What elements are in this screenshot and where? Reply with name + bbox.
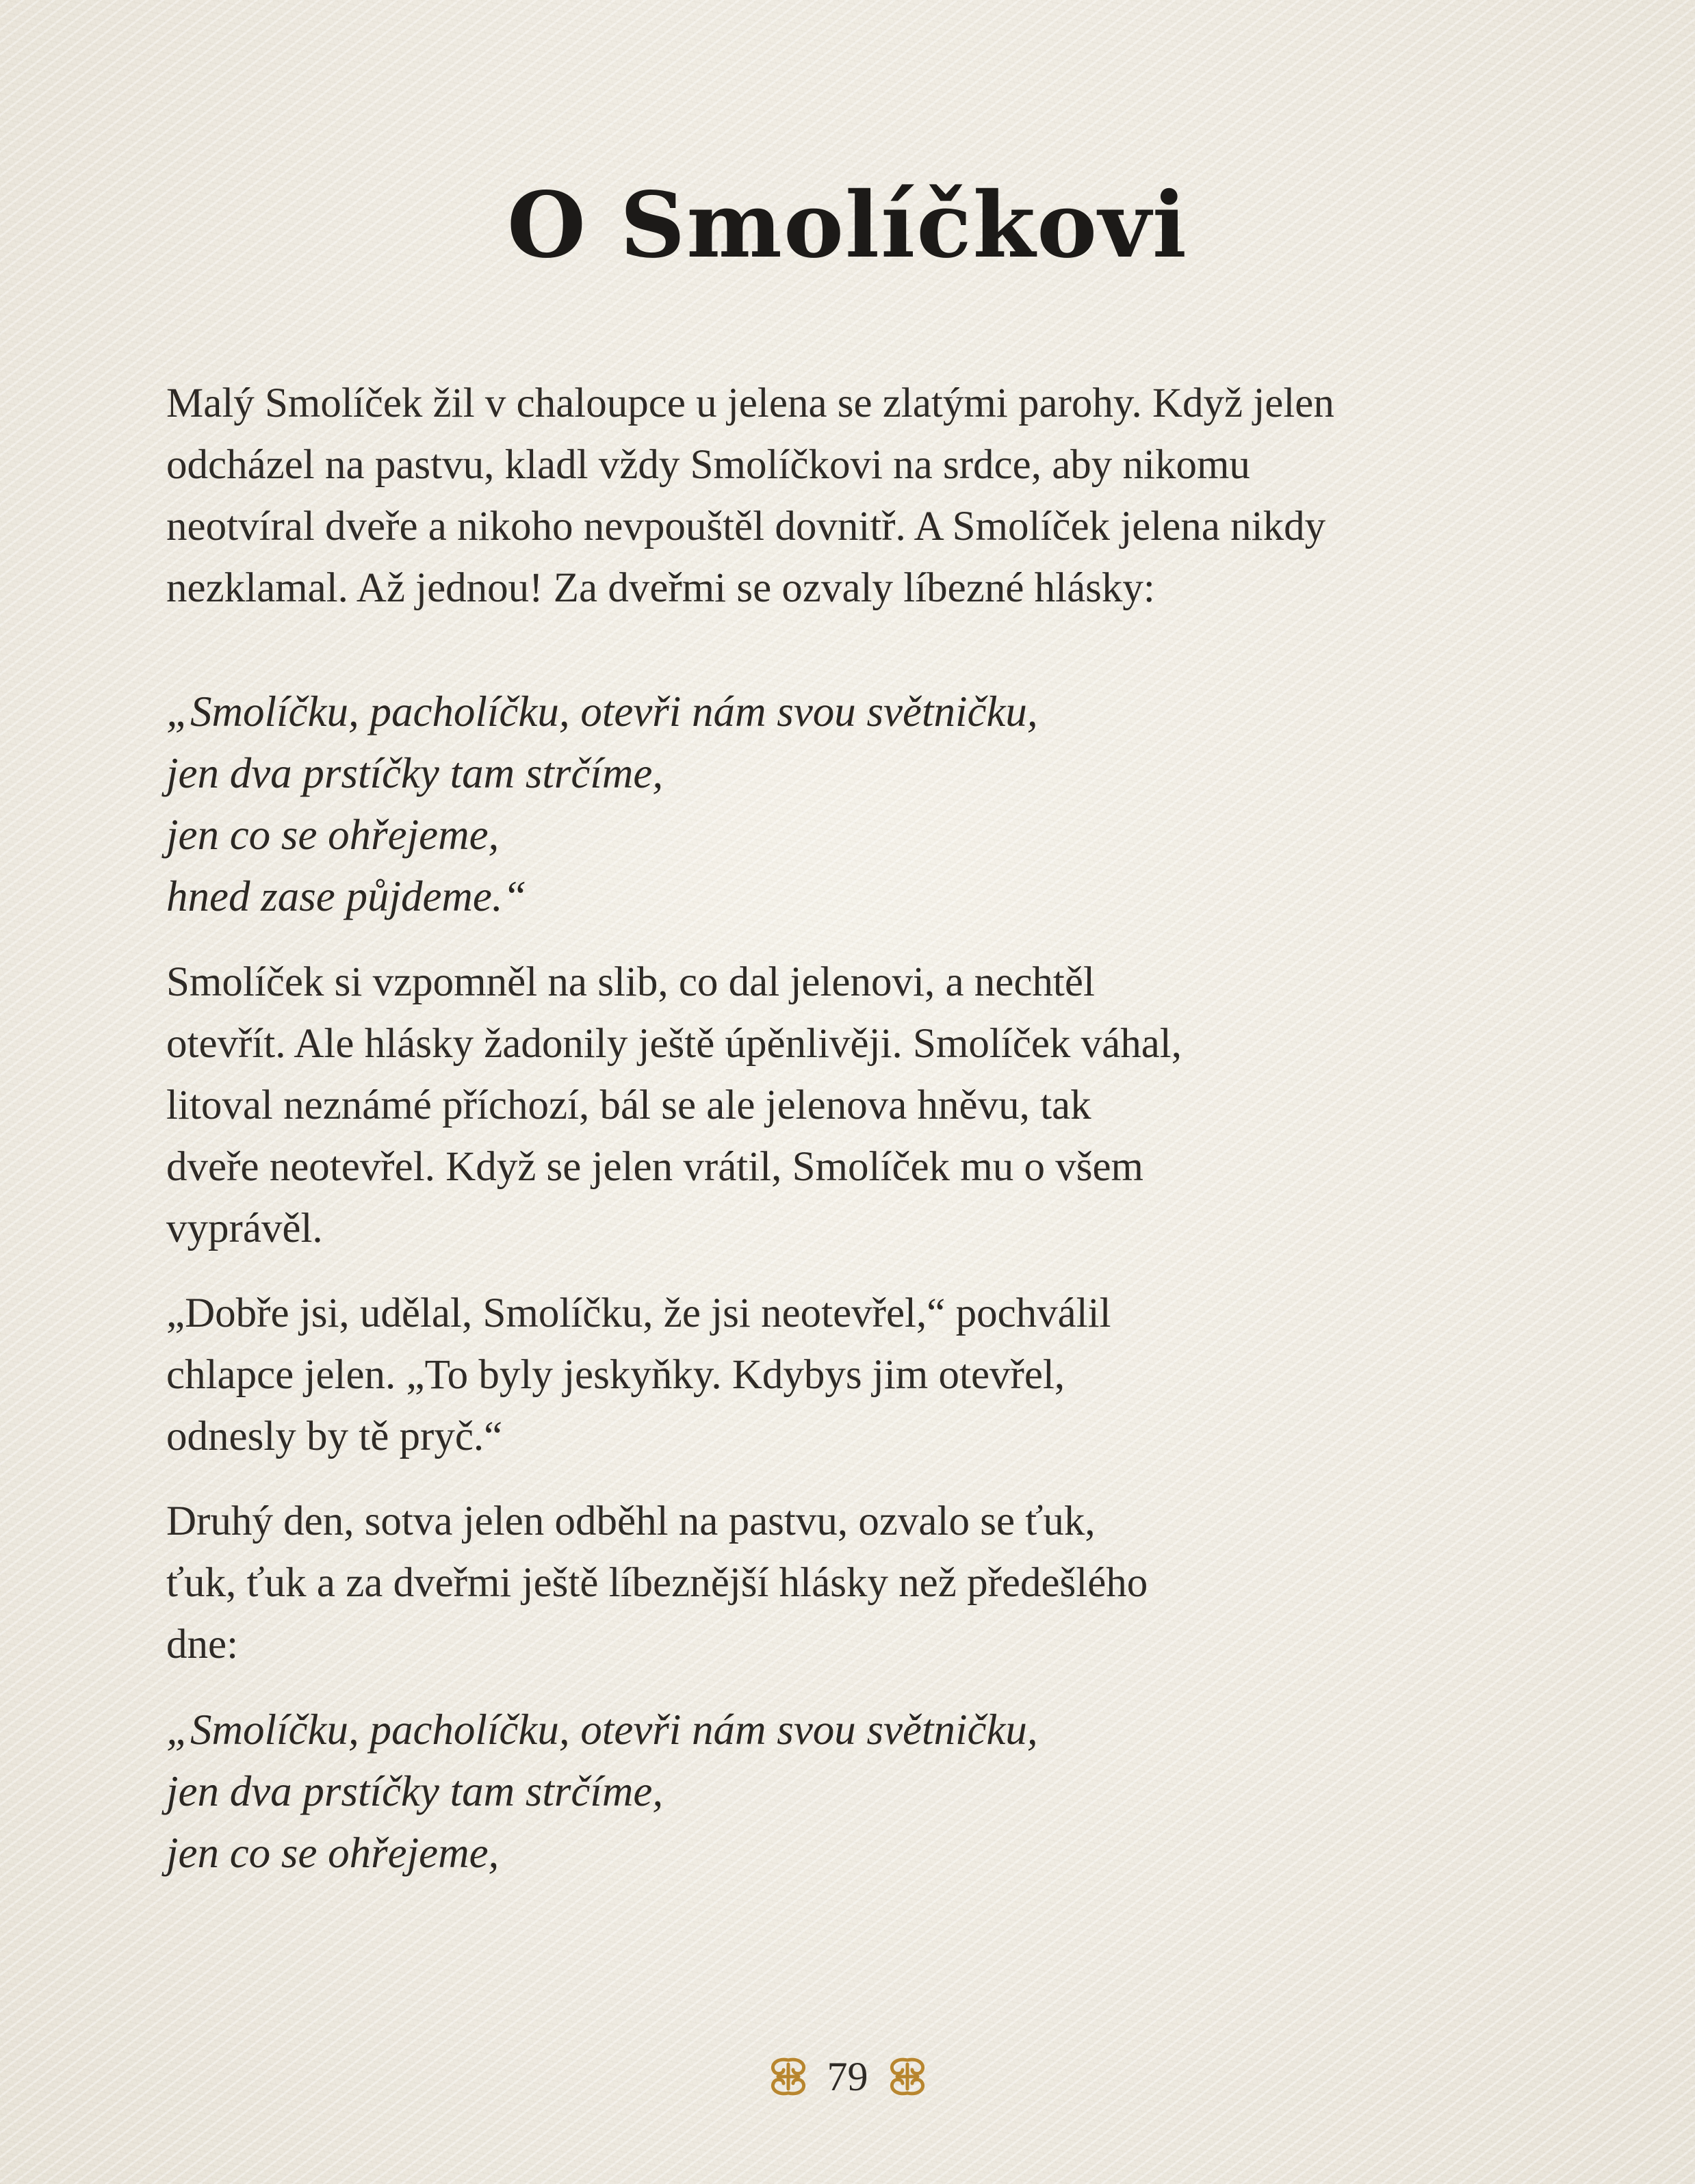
page-number: 79 (827, 2054, 868, 2099)
gold-flourish-icon (882, 2055, 933, 2098)
gold-flourish-icon (763, 2055, 814, 2098)
paragraph: Smolíček si vzpomněl na slib, co dal jelenovi, a nechtěl otevřít. Ale hlásky žadonily ještě úpěnlivěji. Smolíček váhal, litoval neznámé příchozí, bál se ale jelenova hněvu, tak dveře neotevřel. Když se jelen vrátil, Smolíček mu o všem vyprávěl. (166, 959, 1182, 1251)
paragraph: Druhý den, sotva jelen odběhl na pastvu, ozvalo se ťuk, ťuk, ťuk a za dveřmi ještě líbeznější hlásky než předešlého dne: (166, 1498, 1148, 1667)
paragraph: „Dobře jsi, udělal, Smolíčku, že jsi neotevřel,“ pochválil chlapce jelen. „To byly jeskyňky. Kdybys jim otevřel, odnesly by tě pryč.“ (166, 1290, 1111, 1459)
story-text (166, 373, 1535, 1884)
page-title: O Smolíčkovi (507, 172, 1188, 278)
verse: „Smolíčku, pacholíčku, otevři nám svou světničku, jen dva prstíčky tam strčíme, jen co se ohřejeme, (166, 1706, 1038, 1877)
paragraph: Malý Smolíček žil v chaloupce u jelena se zlatými parohy. Když jelen odcházel na pastvu, kladl vždy Smolíčkovi na srdce, aby nikomu neotvíral dveře a nikoho nevpouštěl dovnitř. A Smolíček jelena nikdy nezklamal. Až jednou! Za dveřmi se ozvaly líbezné hlásky: (166, 380, 1334, 611)
page-footer (0, 2049, 1695, 2104)
verse: „Smolíčku, pacholíčku, otevři nám svou světničku, jen dva prstíčky tam strčíme, jen co se ohřejeme, hned zase půjdeme.“ (166, 688, 1038, 920)
